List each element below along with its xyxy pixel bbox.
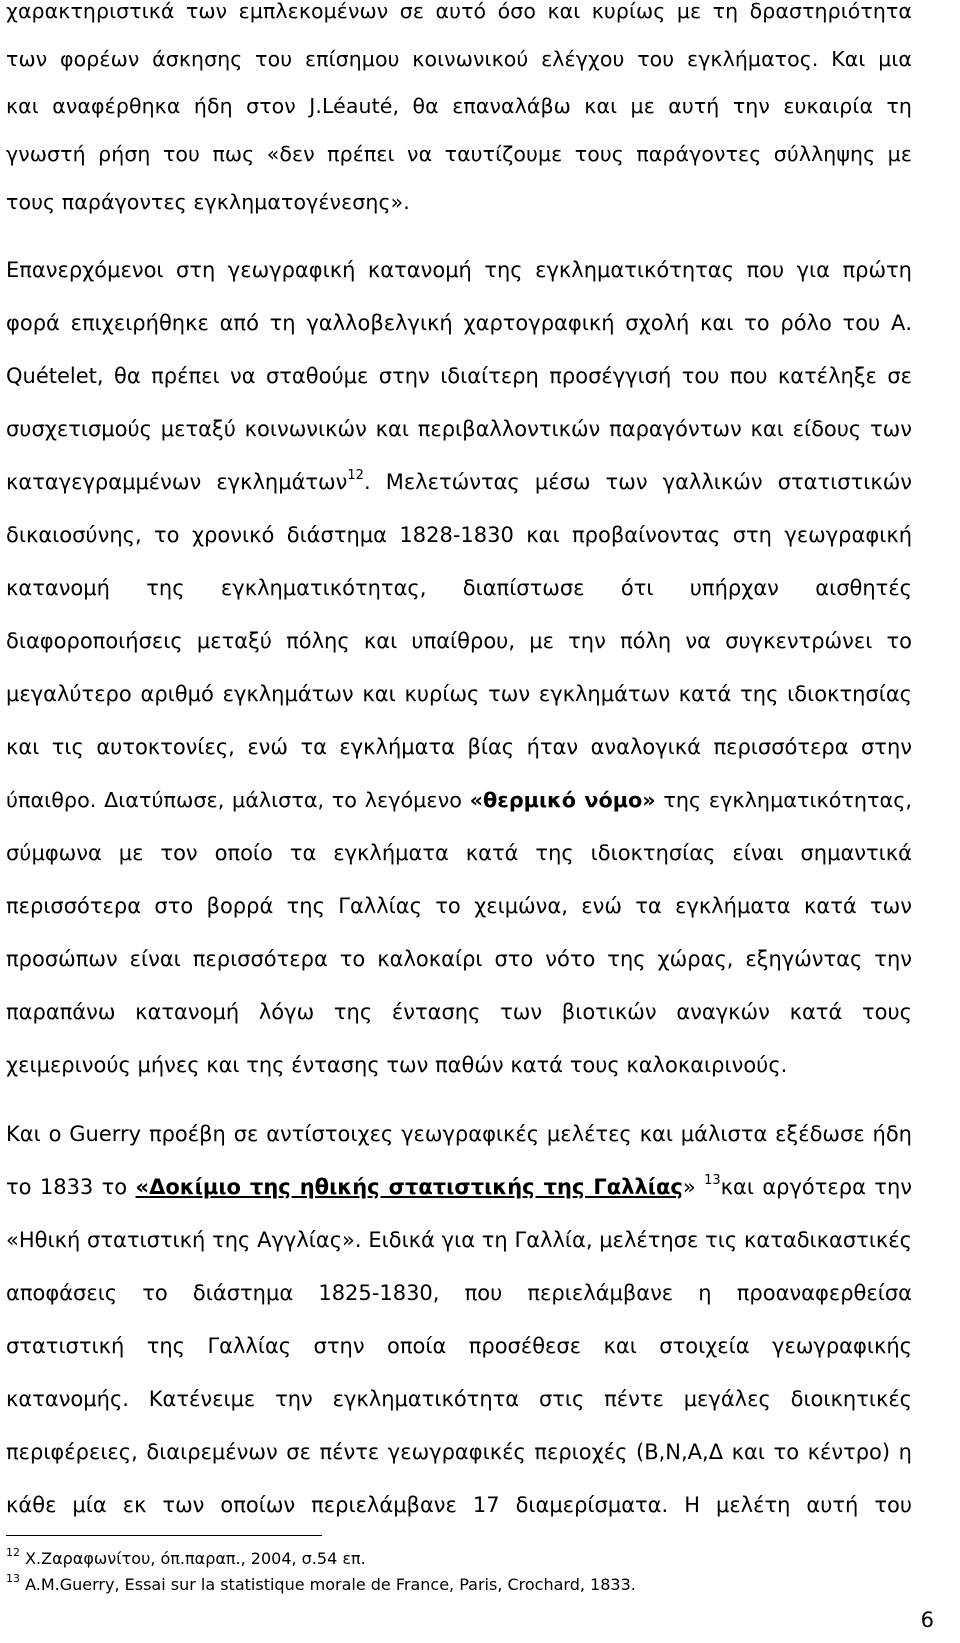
footnote-ref-13[interactable]: 13	[704, 1173, 721, 1188]
text-line: και αναφέρθηκα ήδη στον J.Léauté, θα επαναλάβω και με αυτή την ευκαιρία τη	[6, 94, 912, 118]
text-line	[6, 786, 912, 814]
footnote-number: 12	[6, 1546, 20, 1559]
text-line: παραπάνω κατανομή λόγω της έντασης των βιοτικών αναγκών κατά τους	[6, 1000, 912, 1024]
text-run: και αργότερα την	[720, 1175, 912, 1199]
text-line: χαρακτηριστικά των εμπλεκομένων σε αυτό όσο και κυρίως με τη δραστηριότητα	[6, 0, 912, 23]
footnote-text: A.M.Guerry, Essai sur la statistique morale de France, Paris, Crochard, 1833.	[20, 1575, 636, 1594]
bold-term-thermal-law: «θερμικό νόμο»	[469, 788, 656, 812]
text-line: κάθε μία εκ των οποίων περιελάμβανε 17 διαμερίσματα. Η μελέτη αυτή του	[6, 1493, 912, 1517]
page-number: 6	[920, 1608, 934, 1632]
text-line	[6, 468, 912, 496]
text-run: το 1833 το	[6, 1175, 136, 1199]
text-line: σύμφωνα με τον οποίο τα εγκλήματα κατά της ιδιοκτησίας είναι σημαντικά	[6, 841, 912, 865]
text-line: περιφέρειες, διαιρεμένων σε πέντε γεωγραφικές περιοχές (Β,Ν,Α,Δ και το κέντρο) η	[6, 1440, 912, 1464]
text-run: της εγκληματικότητας,	[655, 788, 912, 812]
footnote-13	[6, 1572, 912, 1595]
text-line	[6, 1173, 912, 1201]
footnote-separator	[6, 1535, 322, 1536]
footnote-ref-12[interactable]: 12	[347, 468, 364, 483]
text-line: συσχετισμούς μεταξύ κοινωνικών και περιβαλλοντικών παραγόντων και είδους των	[6, 417, 912, 441]
bold-title-essay: «Δοκίμιο της ηθικής στατιστικής της Γαλλίας	[135, 1175, 683, 1199]
text-line: προσώπων είναι περισσότερα το καλοκαίρι στο νότο της χώρας, εξηγώντας την	[6, 947, 912, 971]
text-line: «Ηθική στατιστική της Αγγλίας». Ειδικά για τη Γαλλία, μελέτησε τις καταδικαστικές	[6, 1228, 912, 1252]
text-line: κατανομή της εγκληματικότητας, διαπίστωσε ότι υπήρχαν αισθητές	[6, 576, 912, 600]
text-line: μεγαλύτερο αριθμό εγκλημάτων και κυρίως των εγκλημάτων κατά της ιδιοκτησίας	[6, 682, 912, 706]
footnote-text: Χ.Ζαραφωνίτου, όπ.παραπ., 2004, σ.54 επ.	[20, 1549, 366, 1568]
text-line: γνωστή ρήση του πως «δεν πρέπει να ταυτίζουμε τους παράγοντες σύλληψης με	[6, 142, 912, 166]
text-line: Και ο Guerry προέβη σε αντίστοιχες γεωγραφικές μελέτες και μάλιστα εξέδωσε ήδη	[6, 1122, 912, 1146]
text-run: »	[682, 1175, 705, 1199]
footnote-number: 13	[6, 1572, 20, 1585]
text-line: τους παράγοντες εγκληματογένεσης».	[6, 190, 410, 214]
text-line: φορά επιχειρήθηκε από τη γαλλοβελγική χαρτογραφική σχολή και το ρόλο του Α.	[6, 311, 912, 335]
text-line: κατανομής. Κατένειμε την εγκληματικότητα στις πέντε μεγάλες διοικητικές	[6, 1387, 912, 1411]
text-line: περισσότερα στο βορρά της Γαλλίας το χειμώνα, ενώ τα εγκλήματα κατά των	[6, 894, 912, 918]
text-line: στατιστική της Γαλλίας στην οποία προσέθεσε και στοιχεία γεωγραφικής	[6, 1334, 912, 1358]
text-line: δικαιοσύνης, το χρονικό διάστημα 1828-1830 και προβαίνοντας στη γεωγραφική	[6, 523, 912, 547]
footnote-12	[6, 1546, 912, 1569]
text-run: . Μελετώντας μέσω των γαλλικών στατιστικών	[363, 470, 913, 494]
text-line: Επανερχόμενοι στη γεωγραφική κατανομή της εγκληματικότητας που για πρώτη	[6, 258, 912, 282]
text-line: των φορέων άσκησης του επίσημου κοινωνικού ελέγχου του εγκλήματος. Και μια	[6, 47, 912, 71]
text-line: Quételet, θα πρέπει να σταθούμε στην ιδιαίτερη προσέγγισή του που κατέληξε σε	[6, 364, 912, 388]
text-line: διαφοροποιήσεις μεταξύ πόλης και υπαίθρου, με την πόλη να συγκεντρώνει το	[6, 629, 912, 653]
text-run: καταγεγραμμένων εγκλημάτων	[6, 470, 348, 494]
text-line: χειμερινούς μήνες και της έντασης των παθών κατά τους καλοκαιρινούς.	[6, 1053, 788, 1077]
text-line: αποφάσεις το διάστημα 1825-1830, που περιελάμβανε η προαναφερθείσα	[6, 1281, 912, 1305]
text-line: και τις αυτοκτονίες, ενώ τα εγκλήματα βίας ήταν αναλογικά περισσότερα στην	[6, 735, 912, 759]
text-run: ύπαιθρο. Διατύπωσε, μάλιστα, το λεγόμενο	[6, 788, 470, 812]
